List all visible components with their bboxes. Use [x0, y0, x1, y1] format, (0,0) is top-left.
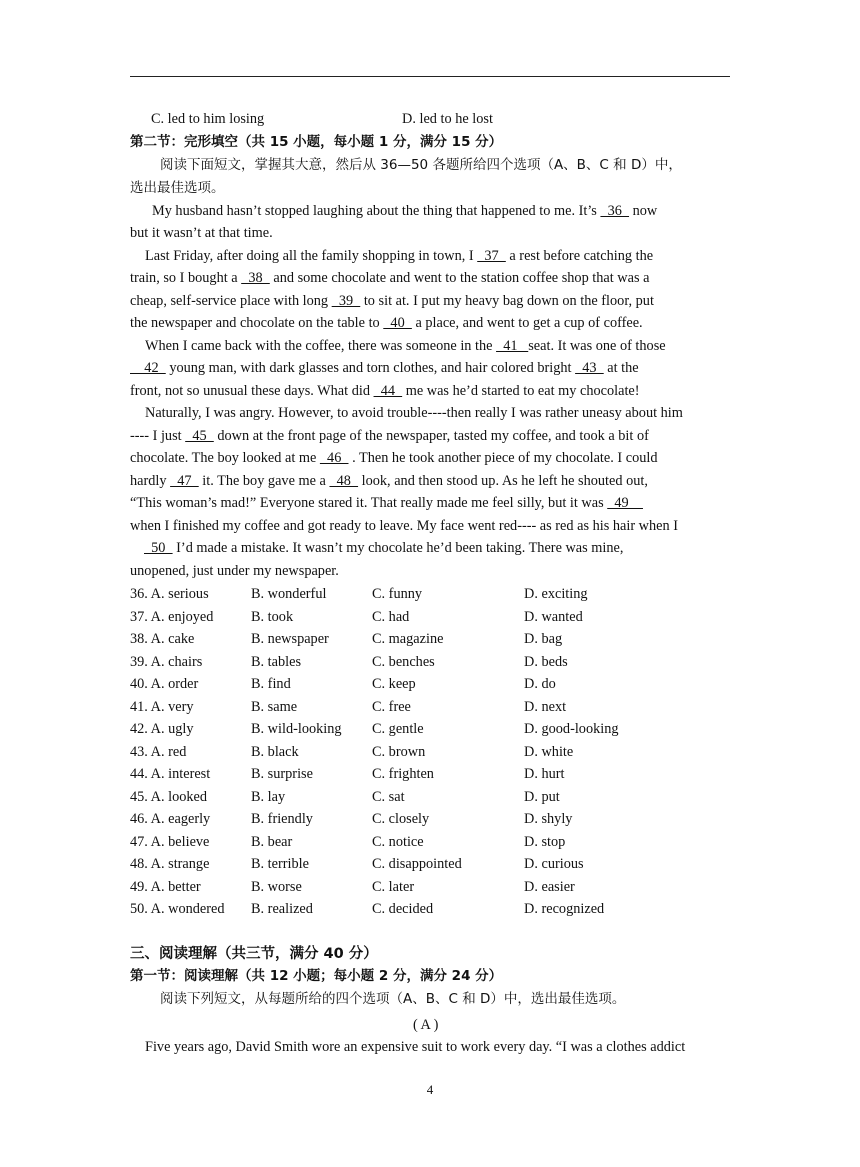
part3-subtitle: 第一节：阅读理解（共 12 小题；每小题 2 分，满分 24 分）: [130, 968, 503, 984]
section2-instruction-1: 阅读下面短文，掌握其大意，然后从 36—50 各题所给四个选项（A、B、C 和 D）中，: [160, 157, 682, 173]
blank-39: 39: [331, 293, 361, 309]
passage-line: Naturally, I was angry. However, to avoid trouble----then really I was rather uneasy about him: [145, 405, 683, 421]
passage-line: 50 I’d made a mistake. It wasn’t my chocolate he’d been taking. There was mine,: [144, 540, 624, 556]
option-a: 43. A. red: [130, 743, 187, 760]
option-b: B. wonderful: [251, 586, 327, 602]
option-d: D. do: [524, 676, 556, 692]
option-c: C. keep: [372, 676, 416, 692]
passage-line: the newspaper and chocolate on the table to 40 a place, and went to get a cup of coffee.: [130, 315, 643, 331]
option-b: B. tables: [251, 653, 302, 670]
passage-line: 42 young man, with dark glasses and torn clothes, and hair colored bright 43 at the: [130, 360, 639, 376]
option-b: B. wild-looking: [251, 721, 342, 737]
option-b: B. realized: [251, 901, 313, 917]
option-d: D. recognized: [524, 901, 605, 917]
section2-instruction-2: 选出最佳选项。: [130, 180, 225, 196]
option-c: C. decided: [372, 901, 434, 917]
option-b: B. worse: [251, 878, 302, 895]
option-a: 42. A. ugly: [130, 721, 194, 737]
passage-line: unopened, just under my newspaper.: [130, 563, 339, 579]
option-a: 47. A. believe: [130, 833, 210, 850]
option-b: B. took: [251, 608, 294, 625]
passage-line: My husband hasn’t stopped laughing about the thing that happened to me. It’s 36 now: [152, 203, 658, 219]
passage-line: front, not so unusual these days. What did 44 me was he’d started to eat my chocolate!: [130, 383, 640, 399]
blank-44: 44: [373, 383, 403, 399]
blank-47: 47: [170, 473, 199, 489]
part3-instruction: 阅读下列短文，从每题所给的四个选项（A、B、C 和 D）中，选出最佳选项。: [160, 991, 626, 1007]
option-d: D. easier: [524, 878, 575, 895]
passage-label: ( A ): [413, 1017, 439, 1033]
option-d: D. stop: [524, 833, 566, 850]
option-d: D. white: [524, 743, 574, 760]
option-b: B. find: [251, 676, 291, 692]
blank-49: 49: [607, 495, 643, 511]
passage-a-first-line: Five years ago, David Smith wore an expensive suit to work every day. “I was a clothes addict: [145, 1039, 686, 1055]
blank-45: 45: [185, 428, 214, 444]
header-rule: [130, 76, 730, 77]
option-c: C. magazine: [372, 631, 444, 647]
option-d: D. good-looking: [524, 721, 619, 737]
option-a: 46. A. eagerly: [130, 811, 211, 827]
option-d: D. hurt: [524, 766, 565, 782]
blank-42: 42: [130, 360, 166, 376]
option-a: 38. A. cake: [130, 631, 195, 647]
passage-line: but it wasn’t at that time.: [130, 225, 273, 241]
option-c: C. disappointed: [372, 856, 462, 872]
passage-line: train, so I bought a 38 and some chocolate and went to the station coffee shop that was a: [130, 270, 650, 286]
blank-48: 48: [329, 473, 359, 489]
option-b: B. black: [251, 743, 299, 760]
option-b: B. friendly: [251, 811, 313, 827]
blank-40: 40: [383, 315, 412, 331]
option-a: 41. A. very: [130, 698, 194, 715]
passage-line: chocolate. The boy looked at me 46 . Then he took another piece of my chocolate. I could: [130, 450, 658, 466]
option-c: C. frighten: [372, 766, 434, 782]
option-d: D. put: [524, 788, 560, 805]
option-a: 50. A. wondered: [130, 901, 225, 917]
option-c: C. notice: [372, 833, 424, 850]
blank-46: 46: [319, 450, 349, 466]
option-a: 49. A. better: [130, 878, 201, 895]
option-d: D. wanted: [524, 608, 583, 625]
blank-43: 43: [575, 360, 604, 376]
option-a: 40. A. order: [130, 676, 199, 692]
passage-line: ---- I just 45 down at the front page of the newspaper, tasted my coffee, and took a bit of: [130, 428, 649, 444]
passage-line: hardly 47 it. The boy gave me a 48 look, and then stood up. As he left he shouted out,: [130, 473, 648, 489]
option-c: C. later: [372, 878, 415, 895]
option-c: C. closely: [372, 811, 430, 827]
option-c: C. had: [372, 608, 410, 625]
option-c: C. brown: [372, 743, 426, 760]
option-b: B. bear: [251, 833, 293, 850]
option-c: C. funny: [372, 586, 423, 602]
option-b: B. terrible: [251, 856, 309, 872]
blank-38: 38: [241, 270, 270, 286]
blank-41: 41: [496, 338, 529, 354]
option-b: B. same: [251, 698, 298, 715]
option-a: 44. A. interest: [130, 766, 211, 782]
prev-option-d: D. led to he lost: [402, 111, 493, 127]
option-d: D. beds: [524, 653, 568, 670]
option-c: C. benches: [372, 653, 435, 670]
passage-line: when I finished my coffee and got ready to leave. My face went red---- as red as his hair when I: [130, 518, 678, 534]
option-d: D. exciting: [524, 586, 588, 602]
option-c: C. gentle: [372, 721, 424, 737]
option-d: D. next: [524, 698, 567, 715]
option-a: 39. A. chairs: [130, 653, 203, 670]
page-number: 4: [426, 1082, 434, 1097]
option-b: B. lay: [251, 788, 286, 805]
option-a: 48. A. strange: [130, 856, 210, 872]
passage-line: When I came back with the coffee, there was someone in the 41 seat. It was one of those: [145, 338, 666, 354]
blank-50: 50: [144, 540, 173, 556]
prev-option-c: C. led to him losing: [151, 111, 265, 127]
option-a: 37. A. enjoyed: [130, 608, 214, 625]
section2-title: 第二节：完形填空（共 15 小题，每小题 1 分，满分 15 分）: [130, 134, 503, 150]
blank-37: 37: [477, 248, 506, 264]
option-c: C. free: [372, 698, 411, 715]
part3-title: 三、阅读理解（共三节，满分 40 分）: [130, 946, 378, 962]
option-b: B. newspaper: [251, 631, 329, 647]
option-c: C. sat: [372, 788, 405, 805]
passage-line: “This woman’s mad!” Everyone stared it. That really made me feel silly, but it was 49: [130, 495, 643, 511]
option-d: D. curious: [524, 856, 584, 872]
option-a: 45. A. looked: [130, 788, 208, 805]
option-d: D. bag: [524, 631, 563, 647]
option-d: D. shyly: [524, 811, 573, 827]
blank-36: 36: [600, 203, 630, 219]
option-a: 36. A. serious: [130, 586, 209, 602]
passage-line: Last Friday, after doing all the family shopping in town, I 37 a rest before catching the: [145, 248, 654, 264]
option-b: B. surprise: [251, 766, 313, 782]
passage-line: cheap, self-service place with long 39 to sit at. I put my heavy bag down on the floor, put: [130, 293, 654, 309]
